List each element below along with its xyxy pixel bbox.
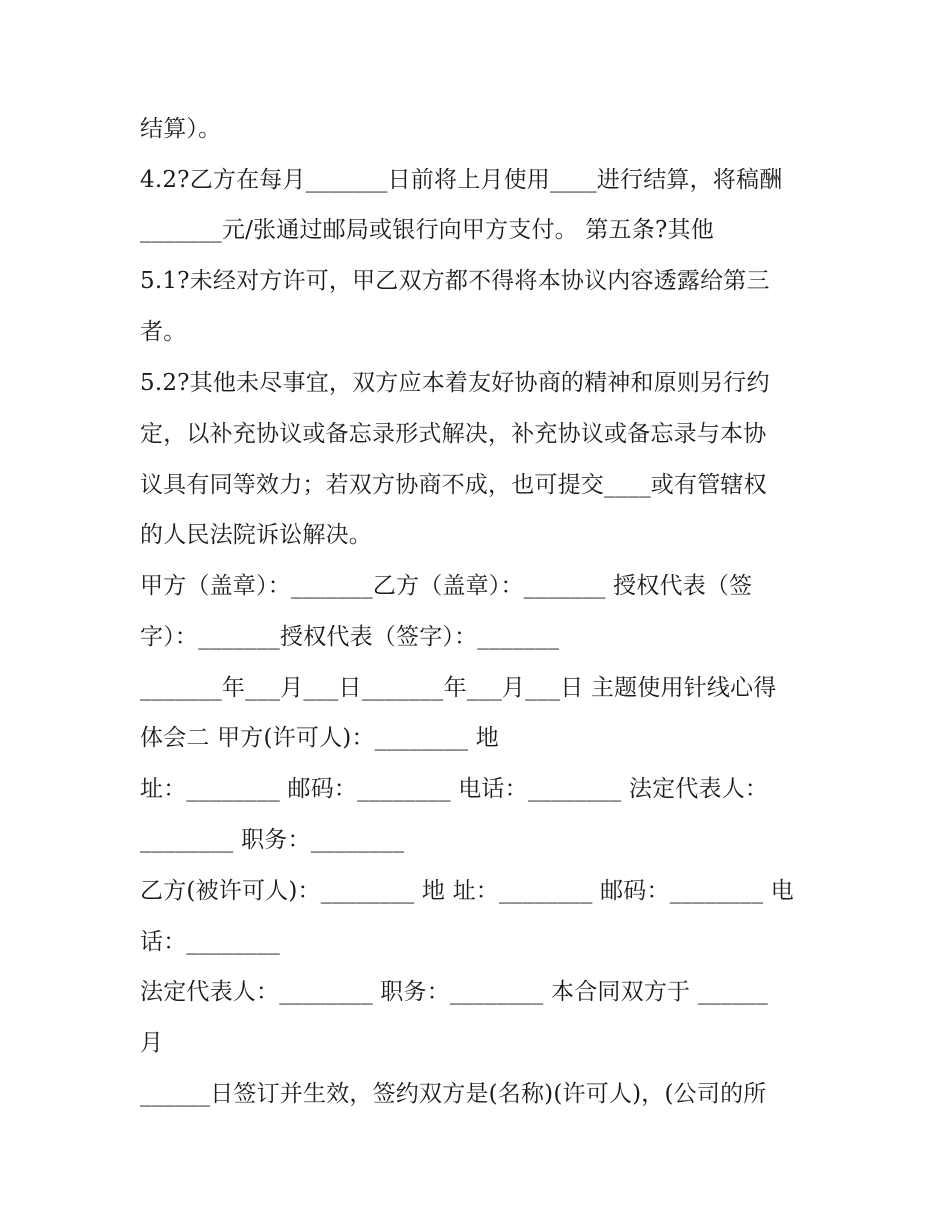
- text-line-3: _______元/张通过邮局或银行向甲方支付。 第五条?其他: [140, 217, 714, 243]
- text-line-14: 址：________ 邮码：________ 电话：________ 法定代表人：: [140, 776, 769, 802]
- text-line-10: 甲方（盖章）：_______乙方（盖章）：_______ 授权代表（签: [140, 573, 753, 599]
- text-line-1: 结算）。: [140, 116, 222, 142]
- text-line-9: 的人民法院诉讼解决。: [140, 522, 372, 548]
- text-line-17: 话：________: [140, 929, 280, 955]
- text-line-12: _______年___月___日_______年___月___日 主题使用针线心得: [140, 675, 777, 701]
- text-line-18: 法定代表人：________ 职务：________ 本合同双方于 ______: [140, 979, 768, 1005]
- text-line-5: 者。: [140, 319, 187, 345]
- text-line-16: 乙方(被许可人)：________ 地 址：________ 邮码：________ 电: [140, 878, 794, 904]
- text-line-13: 体会二 甲方(许可人)：________ 地: [140, 725, 499, 751]
- text-line-4: 5.1?未经对方许可，甲乙双方都不得将本协议内容透露给第三: [140, 268, 770, 294]
- text-line-2: 4.2?乙方在每月_______日前将上月使用____进行结算，将稿酬: [140, 167, 783, 193]
- text-line-7: 定，以补充协议或备忘录形式解决，补充协议或备忘录与本协: [140, 421, 767, 447]
- text-line-8: 议具有同等效力；若双方协商不成，也可提交____或有管辖权: [140, 472, 767, 498]
- text-line-15: ________ 职务：________: [140, 827, 405, 853]
- text-line-19: 月: [140, 1030, 164, 1056]
- text-line-6: 5.2?其他未尽事宜，双方应本着友好协商的精神和原则另行约: [140, 370, 770, 396]
- text-line-20: ______日签订并生效，签约双方是(名称)(许可人)，(公司的所: [140, 1081, 767, 1107]
- text-line-11: 字）：_______授权代表（签字）：_______: [140, 624, 560, 650]
